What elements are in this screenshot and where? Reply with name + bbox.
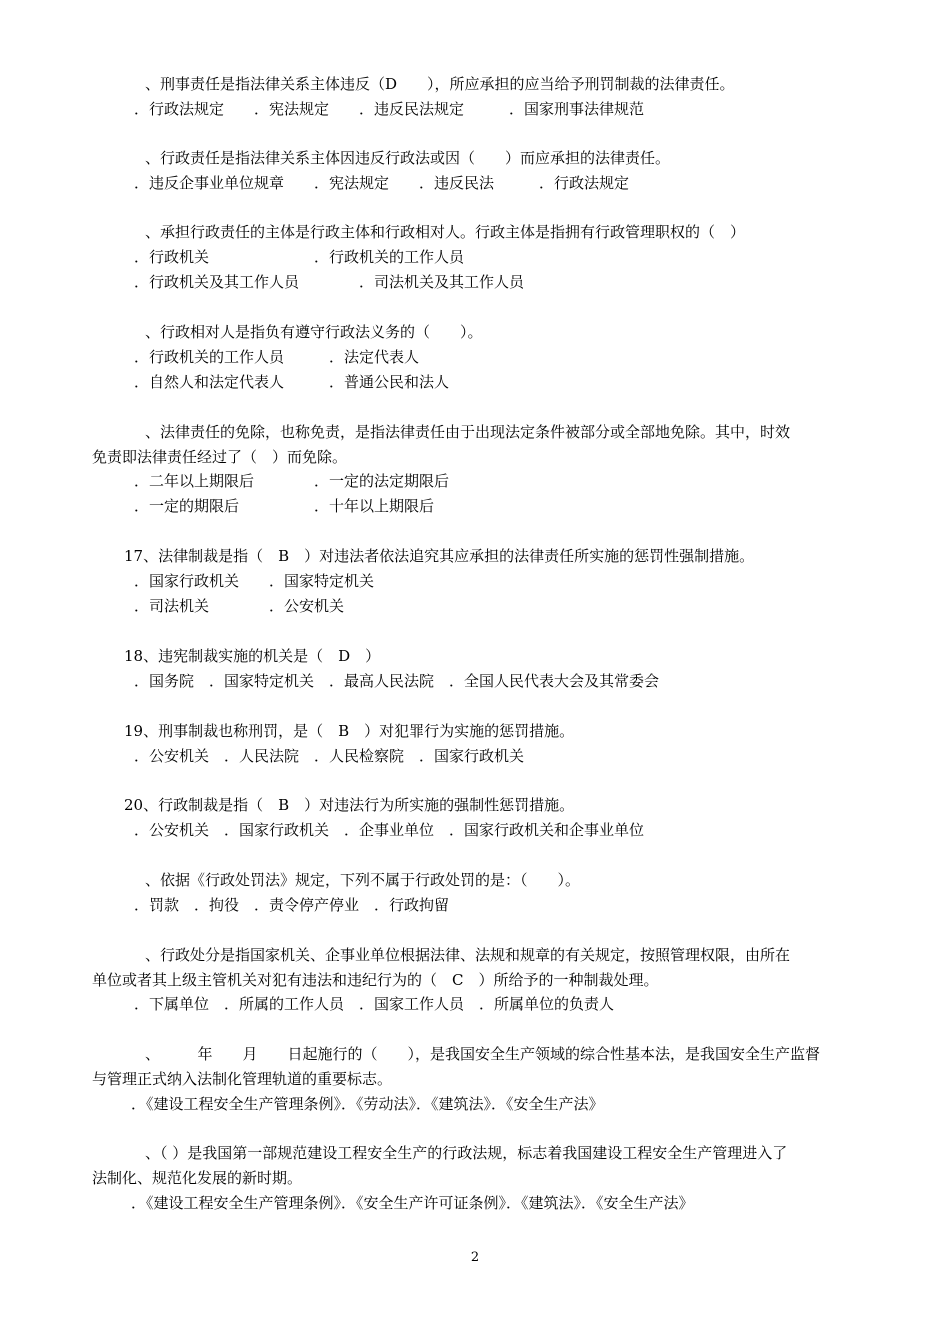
answer-options: ．司法机关 ．公安机关: [134, 597, 345, 615]
answer-options: ．违反企事业单位规章 ．宪法规定 ．违反民法 ．行政法规定: [134, 174, 630, 192]
question-stem: 、法律责任的免除，也称免责，是指法律责任由于出现法定条件被部分或全部地免除。其中，时效: [145, 423, 791, 441]
answer-options: ．罚款 ．拘役 ．责令停产停业 ．行政拘留: [134, 896, 450, 914]
question-stem: 19、刑事制裁也称刑罚，是（ B ）对犯罪行为实施的惩罚措施。: [124, 722, 575, 740]
question-stem: 18、违宪制裁实施的机关是（ D ）: [124, 647, 381, 665]
question-stem: 、依据《行政处罚法》规定，下列不属于行政处罚的是：（ ）。: [145, 871, 581, 889]
answer-options: ．自然人和法定代表人 ．普通公民和法人: [134, 373, 450, 391]
question-stem: 、 年 月 日起施行的（ ），是我国安全生产领域的综合性基本法，是我国安全生产监督: [145, 1045, 821, 1063]
answer-options: ．公安机关 ．人民法院 ．人民检察院 ．国家行政机关: [134, 747, 525, 765]
answer-options: ．行政机关 ．行政机关的工作人员: [134, 248, 465, 266]
question-stem: 、行政责任是指法律关系主体因违反行政法或因（ ）而应承担的法律责任。: [145, 149, 671, 167]
question-stem: 、刑事责任是指法律关系主体违反（D ），所应承担的应当给予刑罚制裁的法律责任。: [145, 75, 735, 93]
answer-options: ．《建设工程安全生产管理条例》．《劳动法》．《建筑法》．《安全生产法》: [131, 1095, 604, 1113]
answer-options: ．一定的期限后 ．十年以上期限后: [134, 497, 435, 515]
question-stem: 免责即法律责任经过了（ ）而免除。: [92, 448, 348, 466]
answer-options: ．行政机关的工作人员 ．法定代表人: [134, 348, 420, 366]
answer-options: ．行政法规定 ．宪法规定 ．违反民法规定 ．国家刑事法律规范: [134, 100, 645, 118]
question-stem: 17、法律制裁是指（ B ）对违法者依法追究其应承担的法律责任所实施的惩罚性强制措施。: [124, 547, 755, 565]
answer-options: ．《建设工程安全生产管理条例》．《安全生产许可证条例》．《建筑法》．《安全生产法》: [131, 1194, 694, 1212]
page-number: 2: [470, 1250, 480, 1265]
answer-options: ．下属单位 ．所属的工作人员 ．国家工作人员 ．所属单位的负责人: [134, 995, 615, 1013]
answer-options: ．国务院 ．国家特定机关 ．最高人民法院 ．全国人民代表大会及其常委会: [134, 672, 660, 690]
question-stem: 与管理正式纳入法制化管理轨道的重要标志。: [92, 1070, 393, 1088]
answer-options: ．二年以上期限后 ．一定的法定期限后: [134, 472, 450, 490]
answer-options: ．公安机关 ．国家行政机关 ．企事业单位 ．国家行政机关和企事业单位: [134, 821, 645, 839]
question-stem: 、承担行政责任的主体是行政主体和行政相对人。行政主体是指拥有行政管理职权的（ ）: [145, 223, 746, 241]
question-stem: 、行政处分是指国家机关、企事业单位根据法律、法规和规章的有关规定，按照管理权限，由所在: [145, 946, 791, 964]
question-stem: 20、行政制裁是指（ B ）对违法行为所实施的强制性惩罚措施。: [124, 796, 575, 814]
question-stem: 法制化、规范化发展的新时期。: [92, 1169, 303, 1187]
answer-options: ．国家行政机关 ．国家特定机关: [134, 572, 375, 590]
question-stem: 、（ ）是我国第一部规范建设工程安全生产的行政法规，标志着我国建设工程安全生产管理进入了: [145, 1144, 788, 1162]
question-stem: 单位或者其上级主管机关对犯有违法和违纪行为的（ C ）所给予的一种制裁处理。: [92, 971, 659, 989]
answer-options: ．行政机关及其工作人员 ．司法机关及其工作人员: [134, 273, 525, 291]
question-stem: 、行政相对人是指负有遵守行政法义务的（ ）。: [145, 323, 483, 341]
